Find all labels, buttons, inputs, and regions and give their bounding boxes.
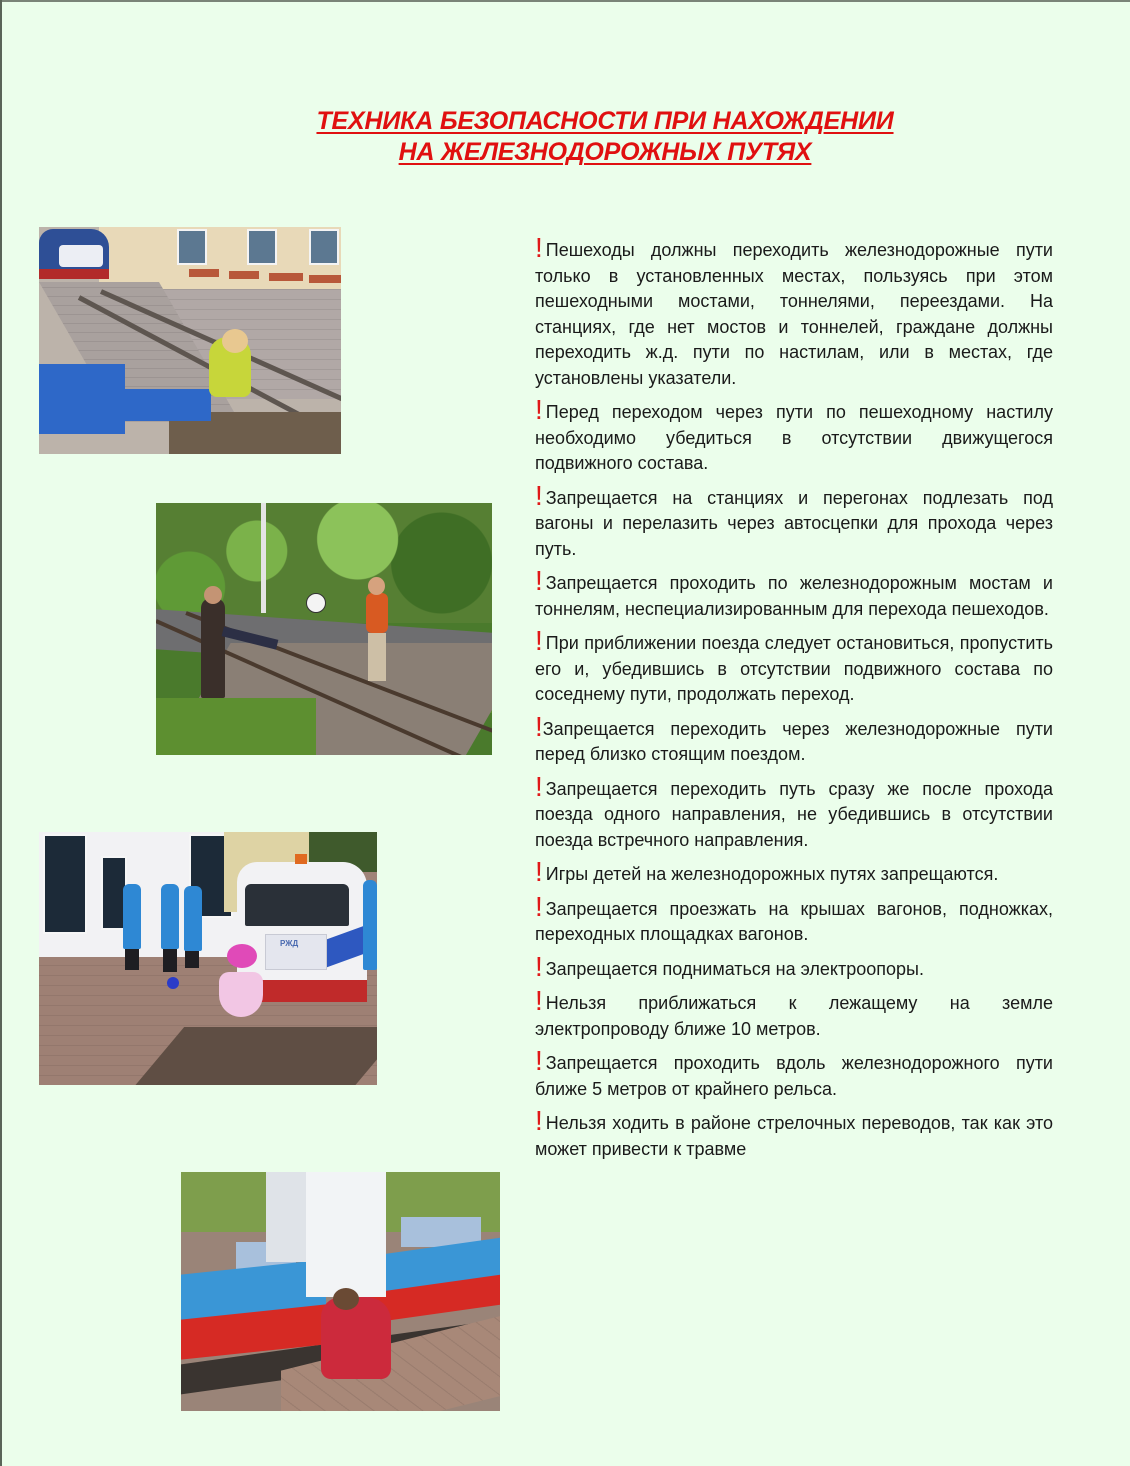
exclamation-icon: ! xyxy=(535,232,543,263)
beacon xyxy=(295,854,307,864)
page-border-top xyxy=(0,0,1130,2)
rule-text: Запрещается переходить путь сразу же после прохода поезда одного направления, не убедившись в отсутствии поезда встречного направления. xyxy=(535,778,1053,850)
rule-item xyxy=(535,232,1053,391)
bench xyxy=(189,269,219,277)
boy-trousers xyxy=(368,633,386,681)
exclamation-icon: ! xyxy=(535,394,543,425)
rule-item xyxy=(535,890,1053,948)
window xyxy=(309,229,339,265)
rule-text: Запрещается проезжать на крышах вагонов, подножках, переходных площадках вагонов. xyxy=(535,898,1053,944)
man xyxy=(123,884,141,949)
switch-mechanism xyxy=(121,389,211,421)
rule-item xyxy=(535,770,1053,854)
rule-item xyxy=(535,625,1053,708)
man xyxy=(161,884,179,949)
rule-text: Нельзя приближаться к лежащему на земле электропроводу ближе 10 метров. xyxy=(535,993,1053,1039)
rule-item xyxy=(535,394,1053,477)
page-title-line-2: НА ЖЕЛЕЗНОДОРОЖНЫХ ПУТЯХ xyxy=(398,138,812,166)
windshield xyxy=(245,884,349,926)
rule-item xyxy=(535,950,1053,983)
boy-head xyxy=(368,577,385,595)
exclamation-icon: ! xyxy=(535,770,543,802)
rule-text: Запрещается подниматься на электроопоры. xyxy=(545,958,924,979)
rule-text: Нельзя ходить в районе стрелочных переводов, так как это может привести к травме xyxy=(535,1113,1053,1159)
bench xyxy=(309,275,341,283)
girl-hat xyxy=(227,944,257,968)
man xyxy=(184,886,202,951)
rule-item xyxy=(535,710,1053,768)
boy xyxy=(366,593,388,633)
page-title xyxy=(230,106,980,168)
boy-head xyxy=(204,586,222,604)
rule-item xyxy=(535,985,1053,1042)
pole xyxy=(261,503,266,613)
station-building xyxy=(99,227,341,289)
rule-item xyxy=(535,479,1053,563)
child-head xyxy=(333,1288,359,1310)
safety-rules-list xyxy=(535,232,1053,1171)
rule-text: Запрещается на станциях и перегонах подлезать под вагоны и перелазить через автосцепки для прохода через путь. xyxy=(535,487,1053,559)
window xyxy=(43,834,87,934)
exclamation-icon: ! xyxy=(535,1045,543,1076)
exclamation-icon: ! xyxy=(535,710,543,742)
rule-text: Игры детей на железнодорожных путях запрещаются. xyxy=(545,864,999,884)
exclamation-icon: ! xyxy=(535,625,543,656)
bench xyxy=(269,273,303,281)
grass xyxy=(156,698,316,755)
train-plate xyxy=(265,934,327,970)
train xyxy=(39,229,109,279)
rule-item xyxy=(535,856,1053,888)
child xyxy=(321,1297,391,1379)
rule-text: Запрещается проходить по железнодорожным мостам и тоннелям, неспециализированным для перехода пешеходов. xyxy=(535,573,1053,619)
rule-text: Запрещается проходить вдоль железнодорожного пути ближе 5 метров от крайнего рельса. xyxy=(535,1053,1053,1099)
rule-text: При приближении поезда следует остановиться, пропустить его и, убедившись в отсутствии подвижного состава по соседнему пути, продолжать переход. xyxy=(535,633,1053,704)
rule-text: Запрещается переходить через железнодорожные пути перед близко стоящим поездом. xyxy=(535,718,1053,764)
window xyxy=(177,229,207,265)
man xyxy=(363,880,377,970)
girl-near-train-photo xyxy=(39,832,377,1085)
pinwheel xyxy=(167,977,179,989)
child-on-switch-photo xyxy=(39,227,341,454)
rule-item xyxy=(535,1045,1053,1102)
boy xyxy=(201,598,225,698)
exclamation-icon: ! xyxy=(535,985,543,1016)
rule-text: Пешеходы должны переходить железнодорожные пути только в установленных местах, пользуясь при этом пешеходными мостами, тоннелями, переездами. На станциях, где нет мостов и тоннелей, граждане должны переходить ж.д. пути по настилам, или в местах, где установлены указатели. xyxy=(535,240,1053,388)
exclamation-icon: ! xyxy=(535,890,543,922)
rule-item xyxy=(535,1105,1053,1162)
girl xyxy=(219,972,263,1017)
pillar xyxy=(306,1172,386,1297)
train-marking: РЖД xyxy=(280,939,299,948)
exclamation-icon: ! xyxy=(535,1105,543,1136)
window xyxy=(247,229,277,265)
exclamation-icon: ! xyxy=(535,950,543,982)
exclamation-icon: ! xyxy=(535,856,543,887)
exclamation-icon: ! xyxy=(535,565,543,596)
pillar xyxy=(266,1172,306,1262)
rule-item xyxy=(535,565,1053,622)
page-title-line-1: ТЕХНИКА БЕЗОПАСНОСТИ ПРИ НАХОЖДЕНИИ xyxy=(316,107,894,135)
exclamation-icon: ! xyxy=(535,479,543,511)
ball xyxy=(306,593,326,613)
child-near-wagon-photo xyxy=(181,1172,500,1411)
kids-playing-on-tracks-photo xyxy=(156,503,492,755)
switch-box xyxy=(39,364,125,434)
child-head xyxy=(222,329,248,353)
bench xyxy=(229,271,259,279)
page-border-left xyxy=(0,0,2,1466)
rule-text: Перед переходом через пути по пешеходному настилу необходимо убедиться в отсутствии движущегося подвижного состава. xyxy=(535,402,1053,473)
